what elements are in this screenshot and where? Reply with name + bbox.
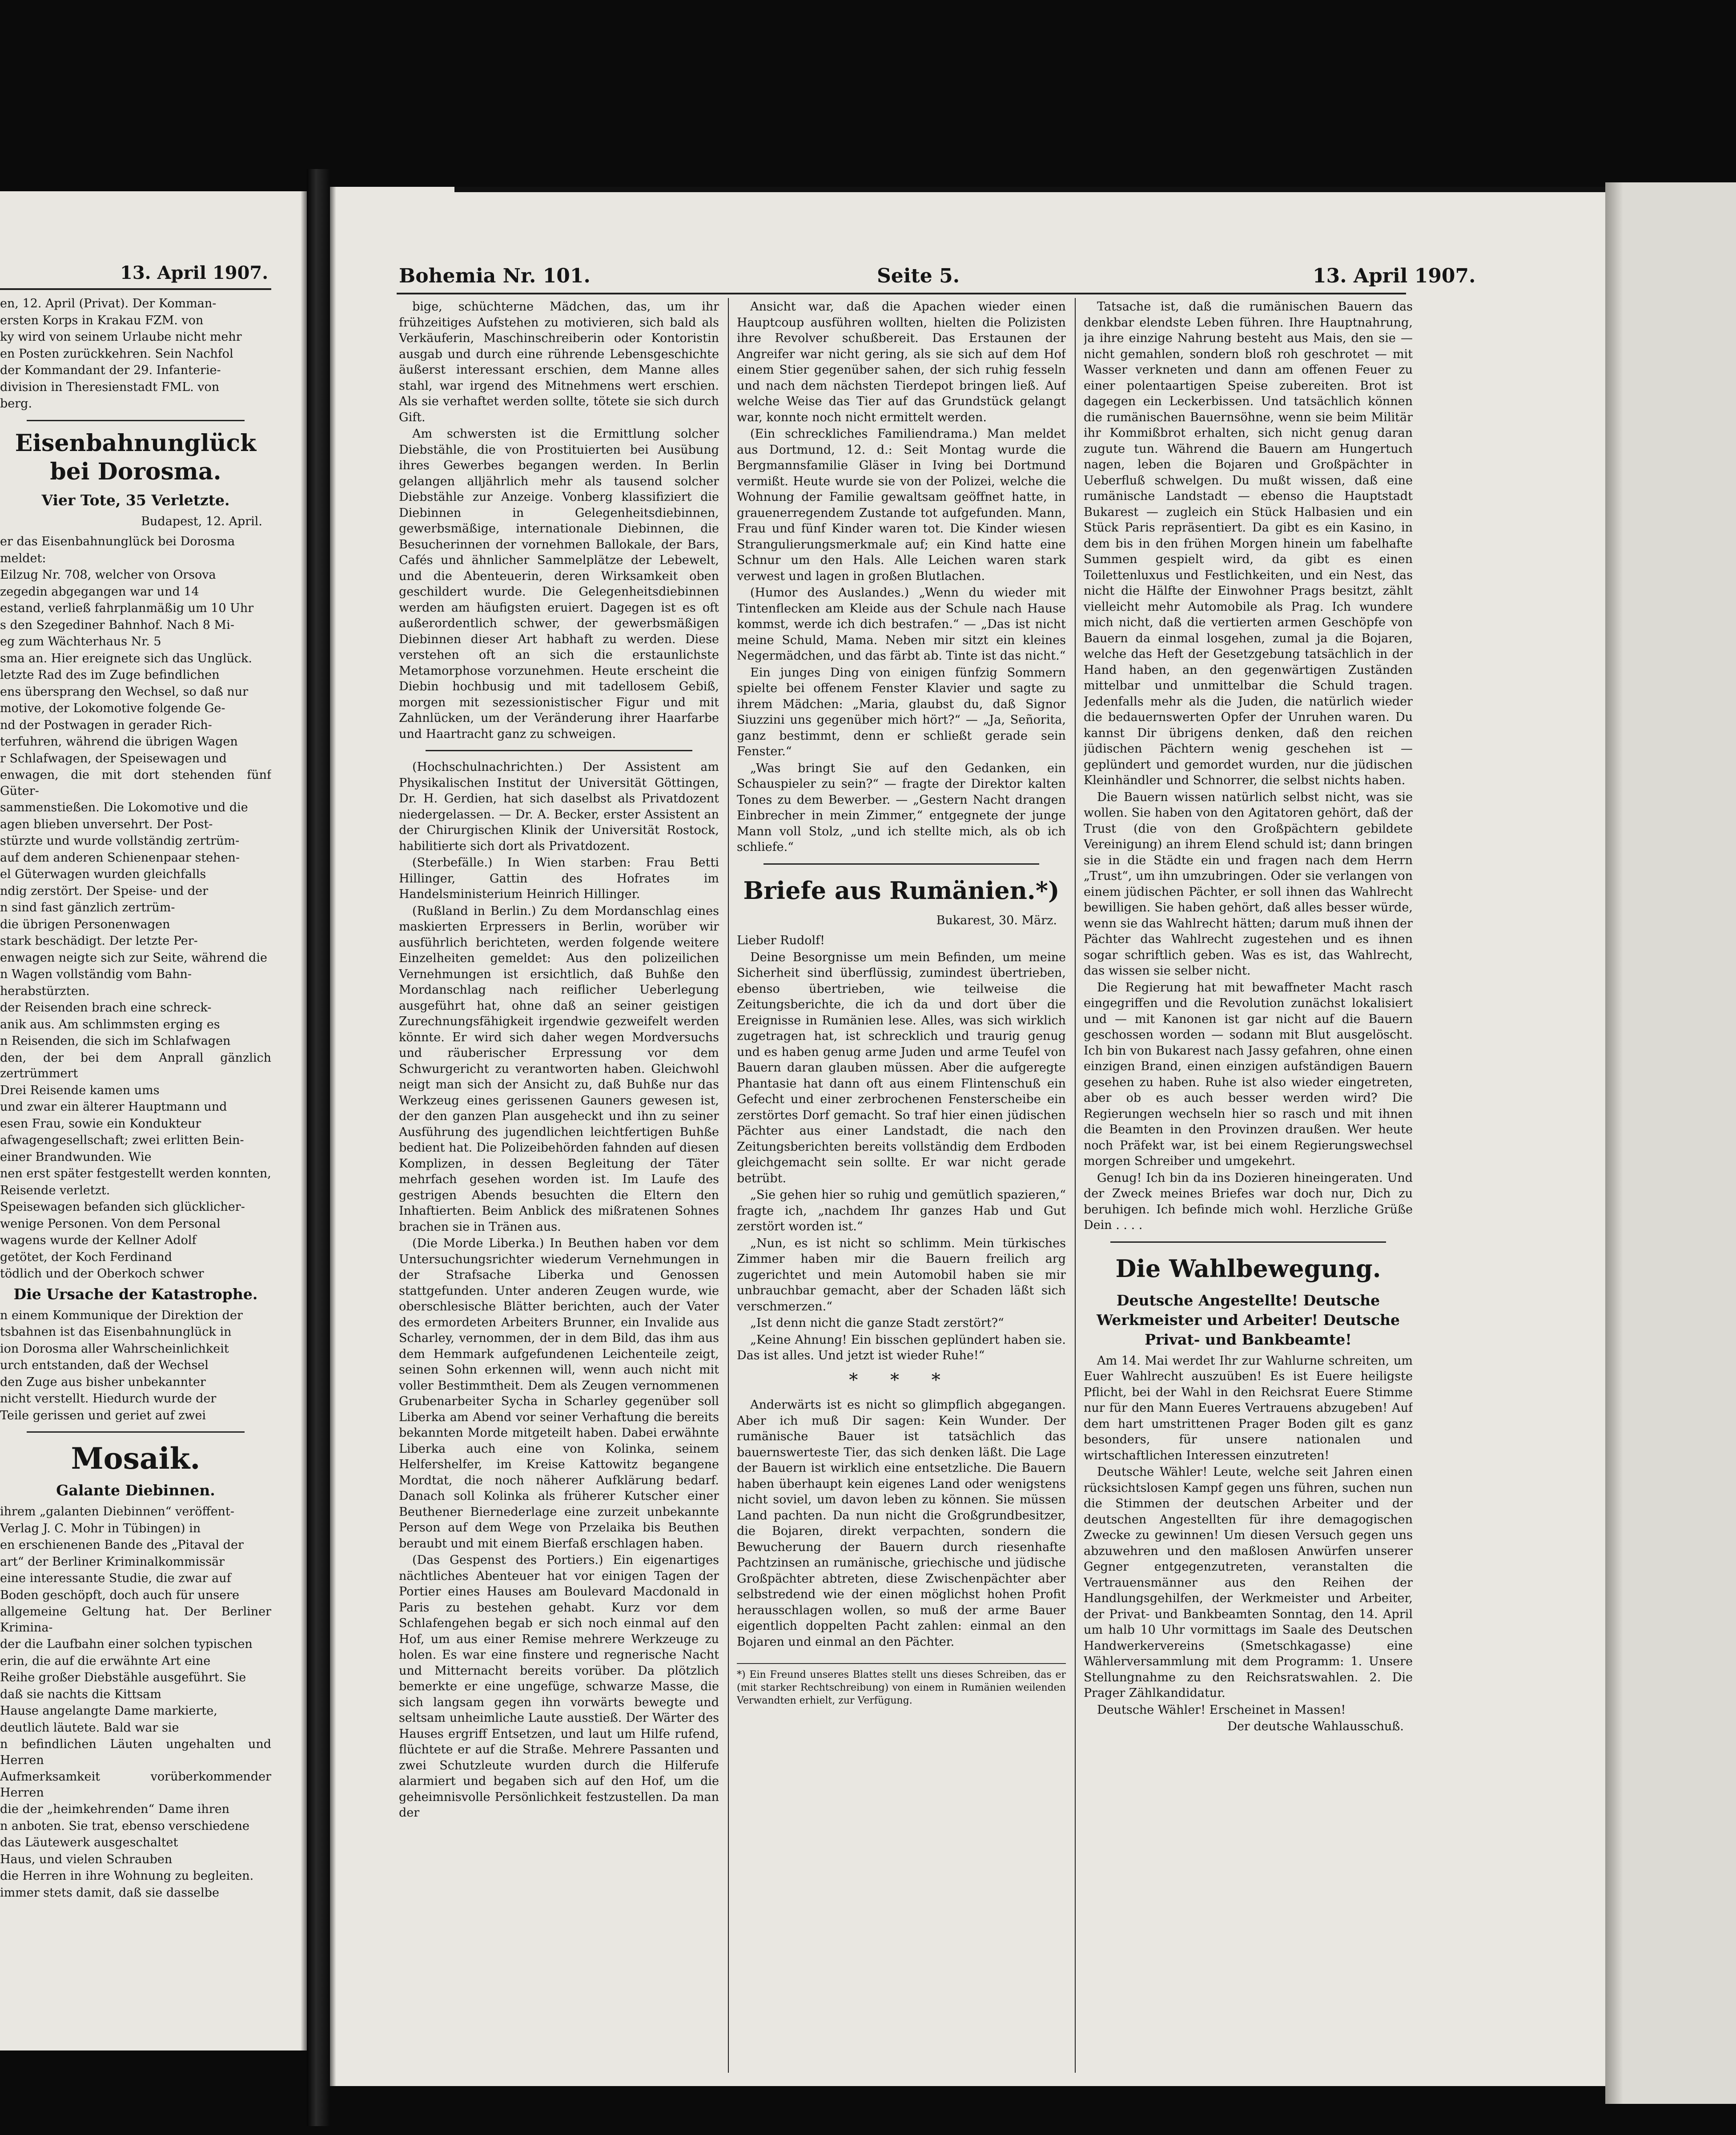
left-body1-line-23: stark beschädigt. Der letzte Per- [0, 934, 198, 948]
left-body3-line-8: erin, die auf die erwähnte Art eine [0, 1654, 211, 1668]
left-body1-line-42: tödlich und der Oberkoch schwer [0, 1267, 204, 1281]
left-body1-line-11: nd der Postwagen in gerader Rich- [0, 718, 212, 732]
page-fold [307, 169, 330, 2126]
masthead-rule [397, 293, 1406, 294]
left-body1-line-29: n Reisenden, die sich im Schlafwagen [0, 1034, 231, 1048]
left-body1-line-15: sammenstießen. Die Lokomotive und die [0, 801, 248, 814]
left-top-line-5: division in Theresienstadt FML. von [0, 380, 220, 394]
left-top-line-2: ky wird von seinem Urlaube nicht mehr [0, 330, 242, 344]
left-top-line-1: ersten Korps in Krakau FZM. von [0, 313, 204, 327]
col1-paragraph-5: (Die Morde Liberka.) In Beuthen haben vor dem Untersuchungsrichter wiederum Vernehmungen in der Strafsache Liberka und Genossen stattgefunden. Unter anderen Zeugen wurde, wie oberschlesische Blätter berichten, auch der Vater des ermordeten Arbeiters Brunner, ein Invalide aus Scharley, vernommen, der in dem Bild, das ihm aus dem Hemmark aufgefundenen Leichenteile zeigt, seinen Sohn erkennen will, wenn auch nicht mit voller Bestimmtheit. Dem als Zeugen vernommenen Grubenarbeiter Sycha in Scharley gegenüber soll Liberka am Abend vor seiner Verhaftung die bereits bekannten Morde mitgeteilt haben. Dabei erwähnte Liberka auch eine von Kolinka, seinem Helfershelfer, im Kreise Kattowitz begangene Mordtat, die noch näherer Aufklärung bedarf. Danach soll Kolinka als früherer Kutscher einer Beuthener Biernederlage eine zurzeit unbekannte Person auf dem Wege von Przelaika bis Beuthen beraubt und mit einem Bierfaß erschlagen haben. [399, 1237, 719, 1551]
col2-paragraph-4: „Was bringt Sie auf den Gedanken, ein Schauspieler zu sein?“ — fragte der Direktor kalten Tones zu dem Bewerber. — „Gestern Nacht drangen Einbrecher in mein Zimmer,“ entgegnete der junge Mann voll Stolz, „und ich stellte mich, als ob ich schliefe.“ [737, 761, 1066, 854]
left-body1-line-17: stürzte und wurde vollständig zertrüm- [0, 834, 240, 848]
main-page [330, 187, 1686, 2086]
column-3 [1084, 299, 1413, 2074]
left-body1-line-33: esen Frau, sowie ein Kondukteur [0, 1116, 201, 1131]
left-body3-line-1: Verlag J. C. Mohr in Tübingen) in [0, 1521, 201, 1535]
left-body1-line-13: r Schlafwagen, der Speisewagen und [0, 751, 227, 765]
briefe-paragraph-2: „Nun, es ist nicht so schlimm. Mein türkisches Zimmer haben mir die Bauern freilich arg zugerichtet und mein Automobil haben sie mir unbrauchbar gemacht, aber der Schaden läßt sich verschmerzen.“ [737, 1236, 1066, 1313]
left-body3-line-6: allgemeine Geltung hat. Der Berliner Krimina- [0, 1605, 271, 1635]
briefe-salutation: Lieber Rudolf! [737, 934, 825, 947]
left-body-diebinnen [0, 1504, 271, 1901]
wahl-subheading: Deutsche Angestellte! Deutsche Werkmeister und Arbeiter! Deutsche Privat- und Bankbeamte! [1096, 1291, 1400, 1348]
left-body3-line-12: deutlich läutete. Bald war sie [0, 1720, 179, 1735]
left-body3-line-10: daß sie nachts die Kittsam [0, 1687, 161, 1701]
col3-paragraph-2: Die Regierung hat mit bewaffneter Macht rasch eingegriffen und die Revolution zunächst lokalisiert und — mit Kanonen ist gar nicht auf die Bauern geschossen worden — sodann mit Blut ausgelöscht. Ich bin von Bukarest nach Jassy gefahren, ohne einen einzigen Brand, einen einzigen aufständigen Bauern gesehen zu haben. Ruhe ist also wieder eingetreten, aber ob es auch besser werden wird? Die Regierungen wechseln hier so rasch und mit ihnen die Beamten in den Provinzen draußen. Wer heute noch Präfekt war, ist bei einem Regierungswechsel morgen Schreiber und umgekehrt. [1084, 980, 1413, 1168]
left-body1-line-24: enwagen neigte sich zur Seite, während die [0, 951, 267, 965]
briefe-stars: * * * [849, 1370, 954, 1390]
left-body1-line-27: der Reisenden brach eine schreck- [0, 1001, 212, 1015]
col2-paragraph-1: (Ein schreckliches Familiendrama.) Man meldet aus Dortmund, 12. d.: Seit Montag wurde die Bergmannsfamilie Gläser in Iving bei Dortmund vermißt. Heute wurde sie von der Polizei, welche die Wohnung der Familie gewaltsam geöffnet hatte, in grauenerregendem Zustande tot aufgefunden. Mann, Frau und fünf Kinder waren tot. Die Kinder wiesen Strangulierungsmerkmale auf; ein Kind hatte eine Schnur um den Hals. Alle Leichen waren stark verwest und lagen in großen Blutlachen. [737, 427, 1066, 583]
left-body3-line-9: Reihe großer Diebstähle ausgeführt. Sie [0, 1671, 246, 1684]
heading-wahlbewegung: Die Wahlbewegung. [1115, 1254, 1381, 1283]
left-body1-line-9: ens übersprang den Wechsel, so daß nur [0, 685, 249, 699]
left-heading-railway: Eisenbahnunglück bei Dorosma. [15, 429, 257, 485]
left-page-shadow [301, 191, 307, 2050]
col2-paragraph-2: (Humor des Auslandes.) „Wenn du wieder mit Tintenflecken am Kleide aus der Schule nach Hause kommst, werde ich dich bestrafen.“ — „Das ist nicht meine Schuld, Mama. Neben mir sitzt ein kleines Negermädchen, und das färbt ab. Tinte ist das nicht.“ [737, 586, 1066, 663]
col2-separator [764, 863, 1039, 865]
left-body1-line-10: motive, der Lokomotive folgende Ge- [0, 701, 225, 715]
left-subheading-casualties: Vier Tote, 35 Verletzte. [41, 491, 230, 509]
main-page-shadow [330, 187, 336, 2086]
col1-paragraph-0: bige, schüchterne Mädchen, das, um ihr frühzeitiges Aufstehen zu motivieren, sich bald als Verkäuferin, Maschinschreiberin oder Kontoristin ausgab und durch eine rührende Lebensgeschichte äußerst interessant erschien, dem Manne alles stahl, war irgend des Mitnehmens wert erschien. Als sie verhaftet werden sollte, tötete sie sich durch Gift. [399, 300, 719, 424]
wahl-paragraph-0: Am 14. Mai werdet Ihr zur Wahlurne schreiten, um Euer Wahlrecht auszuüben! Es ist Euere heiligste Pflicht, bei der Wahl in den Reichsrat Euere Stimme nur für den Mann Eueres Vertrauens abzugeben! Auf dem hart umstrittenen Prager Boden gilt es ganz besonders, für unsere nationalen und wirtschaftlichen Interessen einzutreten! [1084, 1354, 1413, 1462]
briefe-paragraph-0: Deine Besorgnisse um mein Befinden, um meine Sicherheit sind überflüssig, zumindest übertrieben, ebenso übertrieben, wie teilweise die Zeitungsberichte, die ich da und dort über die Ereignisse in Rumänien lese. Alles, was sich wirklich zugetragen hat, ist schrecklich und traurig genug und es haben genug arme Juden und arme Teufel von Bauern daran glauben müssen. Aber die aufgeregte Phantasie hat dann oft aus einem Flintenschuß ein Gefecht und einer zerbrochenen Fensterscheibe ein zerstörtes Dorf gemacht. So traf hier einen jüdischen Pächter aus einer Landstadt, die nach den Zeitungsberichten bereits vollständig dem Erdboden gleichgemacht sein sollte. Er war nicht gerade betrübt. [737, 950, 1066, 1185]
left-body1-line-31: Drei Reisende kamen ums [0, 1083, 160, 1097]
left-body1-line-25: n Wagen vollständig vom Bahn- [0, 967, 192, 981]
left-body1-line-0: er das Eisenbahnunglück bei Dorosma [0, 535, 235, 548]
left-heading-mosaik: Mosaik. [71, 1441, 201, 1476]
left-body3-line-0: ihrem „galanten Diebinnen“ veröffent- [0, 1505, 235, 1519]
left-separator-2 [27, 1431, 245, 1433]
left-body1-line-34: afwagengesellschaft; zwei erlitten Bein- [0, 1133, 244, 1147]
left-body1-line-30: den, der bei dem Anprall gänzlich zertrümmert [0, 1051, 271, 1080]
masthead-left: Bohemia Nr. 101. [399, 265, 591, 287]
left-page [0, 191, 307, 2050]
left-top-line-4: der Kommandant der 29. Infanterie- [0, 363, 221, 377]
left-top-lines [0, 296, 271, 412]
col3-separator [1110, 1241, 1386, 1243]
left-body1-line-39: wenige Personen. Von dem Personal [0, 1217, 221, 1231]
wahl-paragraph-1: Deutsche Wähler! Leute, welche seit Jahren einen rücksichtslosen Kampf gegen uns führen, suchen nun die Stimmen der deutschen Arbeiter und der deutschen Angestellten für ihre demagogischen Zwecke zu gewinnen! Um diesen Versuch gegen uns abzuwehren und den maßlosen Anwürfen unserer Gegner entgegenzutreten, veranstalten die Vertrauensmänner aus den Reihen der Handlungsgehilfen, der Werkmeister und Arbeiter, der Privat- und Bankbeamten Sonntag, den 14. April um halb 10 Uhr vormittags im Saale des Deutschen Handwerkervereins (Smetschkagasse) eine Wählerversammlung mit dem Programm: 1. Unsere Stellungnahme zu den Reichsratswahlen. 2. Die Prager Zählkandidatur. [1084, 1465, 1413, 1700]
left-body2-line-5: nicht verstellt. Hiedurch wurde der [0, 1392, 217, 1406]
col1-paragraph-6: (Das Gespenst des Portiers.) Ein eigenartiges nächtliches Abenteuer hat vor einigen Tagen der Portier eines Hauses am Boulevard Macdonald in Paris zu bestehen gehabt. Kurz vor dem Schlafengehen begab er sich noch einmal auf den Hof, um aus einer Remise mehrere Werkzeuge zu holen. Es war eine finstere und regnerische Nacht und Mitternacht bereits vorüber. Da plötzlich bemerkte er eine ungefüge, schwarze Masse, die sich langsam gegen ihn vorwärts bewegte und seltsam unheimliche Laute ausstieß. Der Wärter des Hauses ergriff Entsetzen, und laut um Hilfe rufend, flüchtete er auf die Straße. Mehrere Passanten und zwei Schutzleute wurden durch die Hilferufe alarmiert und begaben sich auf den Hof, um die geheimnisvolle Persönlichkeit festzustellen. Da man der [399, 1553, 719, 1820]
left-body1-line-37: Reisende verletzt. [0, 1183, 110, 1197]
left-body3-line-5: Boden geschöpft, doch auch für unsere [0, 1588, 240, 1602]
left-body3-line-19: die Herren in ihre Wohnung zu begleiten. [0, 1869, 254, 1883]
left-body3-line-13: n befindlichen Läuten ungehalten und Herren [0, 1737, 271, 1767]
left-body3-line-2: en erschienenen Bande des „Pitaval der [0, 1538, 244, 1552]
right-page-edge [1605, 182, 1736, 2104]
top-black-edge [454, 187, 1686, 192]
left-header-rule [0, 288, 271, 290]
left-body1-line-22: die übrigen Personenwagen [0, 917, 170, 931]
left-body1-line-6: eg zum Wächterhaus Nr. 5 [0, 635, 161, 649]
briefe-paragraph-1: „Sie gehen hier so ruhig und gemütlich spazieren,“ fragte ich, „nachdem Ihr ganzes Hab und Gut zerstört worden ist.“ [737, 1188, 1066, 1233]
left-body1-line-2: Eilzug Nr. 708, welcher von Orsova [0, 568, 216, 582]
left-body2-line-3: urch entstanden, daß der Wechsel [0, 1358, 209, 1372]
left-body1-line-36: nen erst später festgestellt werden konnten, [0, 1167, 271, 1180]
left-body1-line-16: agen blieben unversehrt. Der Post- [0, 817, 213, 831]
left-body1-line-3: zegedin abgegangen war und 14 [0, 584, 199, 599]
col3-paragraph-1: Die Bauern wissen natürlich selbst nicht, was sie wollen. Sie haben von den Agitatoren gehört, daß der Trust (die von den Großpächtern gebildete Vereinigung) an ihrem Elend schuld ist; dann bringen sie in die Städte ein und fragen nach dem Herrn „Trust“, um ihn umzubringen. Oder sie verlangen von einem jüdischen Pächter, er soll ihnen das Wahlrecht bewilligen. Sie haben gehört, daß alles besser würde, wenn sie das Wahlrecht hätten; darum muß ihnen der Pächter das Wahlrecht zugestehen und es ihnen sogar schriftlich geben. Was es ist, das Wahlrecht, das wissen sie selber nicht. [1084, 790, 1413, 978]
col3-paragraph-3: Genug! Ich bin da ins Dozieren hineingeraten. Und der Zweck meines Briefes war doch nur, Dich zu beruhigen. Ich befinde mich wohl. Herzliche Grüße Dein . . . . [1084, 1171, 1413, 1232]
col3-paragraph-0: Tatsache ist, daß die rumänischen Bauern das denkbar elendste Leben führen. Ihre Hauptnahrung, ja ihre einzige Nahrung besteht aus Mais, den sie — nicht gemahlen, sondern bloß roh geschrotet — mit Wasser verkneten und dann am offenen Feuer zu einer polentaartigen Speise zubereiten. Brot ist dagegen ein Leckerbissen. Und tatsächlich können die rumänischen Bauernsöhne, wenn sie beim Militär ihr Kommißbrot erhalten, sich nicht genug daran zugute tun. Während die Bauern am Hungertuch nagen, leben die Bojaren und Großpächter in Ueberfluß schwelgen. Du mußt wissen, daß eine rumänische Landstadt — ebenso die Hauptstadt Bukarest — zugleich ein Stück Halbasien und ein Stück Paris repräsentiert. Da gibt es ein Kasino, in dem bis in den frühen Morgen hinein um fabelhafte Summen gespielt wird, da gibt es einen Toilettenluxus und Festlichkeiten, und ein Nest, das nicht die Hälfte der Einwohner Prags besitzt, zählt vielleicht mehr Automobile als Prag. Ich wundere mich nicht, daß die vertierten armen Geschöpfe von Bauern da einmal losgehen, zumal ja die Bojaren, welche das Heft der Gesetzgebung tatsächlich in der Hand haben, an den gegenwärtigen Zuständen mittelbar und unmittelbar die Schuld tragen. Jedenfalls mehr als die Juden, die natürlich wieder die bedauernswerten Opfer der Unruhen waren. Du kannst Dir übrigens denken, daß den reichen jüdischen Pächtern wenig geschehen ist — geplündert und gemordet wurden, nur die jüdischen Kleinhändler und Schnorrer, die selbst nichts haben. [1084, 300, 1413, 787]
left-subheading-cause: Die Ursache der Katastrophe. [13, 1285, 258, 1303]
left-body1-line-21: n sind fast gänzlich zertrüm- [0, 901, 175, 914]
left-body1-line-28: anik aus. Am schlimmsten erging es [0, 1017, 220, 1031]
left-body3-line-4: eine interessante Studie, die zwar auf [0, 1571, 231, 1585]
left-body1-line-14: enwagen, die mit dort stehenden fünf Güter- [0, 768, 271, 798]
left-body3-line-16: n anboten. Sie trat, ebenso verschiedene [0, 1819, 250, 1833]
left-dateline: Budapest, 12. April. [141, 514, 262, 528]
col1-paragraph-3: (Sterbefälle.) In Wien starben: Frau Betti Hillinger, Gattin des Hofrates im Handelsministerium Heinrich Hillinger. [399, 856, 719, 901]
left-body1-line-1: meldet: [0, 551, 46, 565]
left-body3-line-20: immer stets damit, daß sie dasselbe [0, 1885, 219, 1900]
col1-separator [426, 750, 692, 751]
left-column [0, 296, 271, 2050]
briefe-paragraph-4: „Keine Ahnung! Ein bisschen geplündert haben sie. Das ist alles. Und jetzt ist wieder Ruhe!“ [737, 1333, 1066, 1362]
column-1 [399, 299, 719, 2074]
left-body1-line-4: estand, verließ fahrplanmäßig um 10 Uhr [0, 601, 254, 615]
left-body3-line-11: Hause angelangte Dame markierte, [0, 1704, 217, 1718]
left-body-railway [0, 534, 271, 1282]
left-body1-line-20: ndig zerstört. Der Speise- und der [0, 884, 209, 898]
masthead-date: 13. April 1907. [1313, 265, 1476, 287]
left-page-date: 13. April 1907. [120, 262, 269, 283]
left-body1-line-7: sma an. Hier ereignete sich das Unglück. [0, 651, 252, 665]
col2-paragraph-0: Ansicht war, daß die Apachen wieder einen Hauptcoup ausführen wollten, hielten die Polizisten ihre Revolver schußbereit. Das Erstaunen der Angreifer war nicht gering, als sie sich auf dem Hof einem Stier gegenüber sahen, der sich ruhig fesseln und nach dem nächsten Tierdepot bringen ließ. Auf welche Weise das Tier auf das Grundstück gelangt war, konnte noch nicht ermittelt werden. [737, 300, 1066, 424]
column-2 [737, 299, 1066, 2074]
left-body1-line-38: Speisewagen befanden sich glücklicher- [0, 1200, 245, 1214]
heading-briefe: Briefe aus Rumänien.*) [743, 876, 1060, 905]
left-body3-line-3: art“ der Berliner Kriminalkommissär [0, 1555, 225, 1569]
left-top-line-6: berg. [0, 397, 32, 411]
left-body1-line-26: herabstürzten. [0, 984, 90, 998]
left-body2-line-2: ion Dorosma aller Wahrscheinlichkeit [0, 1341, 229, 1356]
col1-paragraph-1: Am schwersten ist die Ermittlung solcher Diebstähle, die von Prostituierten bei Ausübung ihres Gewerbes begangen werden. In Berlin gelangen alljährlich mehr als tausend solcher Diebstähle zur Anzeige. Vonberg klassifiziert die Diebinnen in Gelegenheitsdiebinnen, gewerbsmäßige, internationale Diebinnen, die Besucherinnen der vornehmen Ballokale, der Bars, Cafés und ähnlicher Sammelplätze der Lebewelt, und die Abenteuerin, deren Wirksamkeit oben geschildert wurde. Die Gelegenheitsdiebinnen werden am häufigsten eruiert. Dagegen ist es oft außerordentlich schwer, der gewerbsmäßigen Diebinnen dieser Art habhaft zu werden. Diese verstehen oft an sich die erstaunlichste Metamorphose vorzunehmen. Heute erscheint die Diebin hochbusig und mit tadellosem Gebiß, morgen mit sezessionistischer Figur und mit Zahnlücken, um der Veränderung ihrer Haarfarbe und Haartracht ganz zu schweigen. [399, 427, 719, 741]
column-rule-1 [728, 298, 729, 2073]
col2-paragraph-3: Ein junges Ding von einigen fünfzig Sommern spielte bei offenem Fenster Klavier und sagte zu ihrem Mädchen: „Maria, glaubst du, daß Signor Siuzzini uns gegenüber mich hört?“ — „Ja, Señorita, ganz bestimmt, denn er schließt gerade sein Fenster.“ [737, 665, 1066, 758]
wahl-paragraph-2: Deutsche Wähler! Erscheinet in Massen! [1097, 1703, 1346, 1717]
left-body3-line-18: Haus, und vielen Schrauben [0, 1852, 173, 1866]
left-body2-line-1: tsbahnen ist das Eisenbahnunglück in [0, 1325, 232, 1339]
right-edge-shadow [1605, 182, 1623, 2104]
left-body3-line-15: die der „heimkehrenden“ Dame ihren [0, 1802, 230, 1816]
masthead-page-number: Seite 5. [877, 265, 960, 287]
left-body3-line-14: Aufmerksamkeit vorüberkommender Herren [0, 1770, 271, 1800]
left-top-line-0: en, 12. April (Privat). Der Komman- [0, 297, 217, 310]
left-body3-line-7: der die Laufbahn einer solchen typischen [0, 1637, 253, 1651]
left-body1-line-19: el Güterwagen wurden gleichfalls [0, 867, 206, 881]
left-body2-line-4: den Zuge aus bisher unbekannter [0, 1375, 206, 1389]
briefe-paragraph-3: „Ist denn nicht die ganze Stadt zerstört?“ [750, 1316, 1004, 1330]
left-body2-line-0: n einem Kommunique der Direktion der [0, 1308, 243, 1322]
left-body1-line-41: getötet, der Koch Ferdinand [0, 1250, 172, 1264]
left-body1-line-12: terfuhren, während die übrigen Wagen [0, 735, 238, 749]
left-body2-line-6: Teile gerissen und geriet auf zwei [0, 1408, 206, 1422]
briefe-footnote: *) Ein Freund unseres Blattes stellt uns dieses Schreiben, das er (mit starker Rechtschreibung) von einem in Rumänien weilenden Verwandten erhielt, zur Verfügung. [737, 1663, 1066, 1707]
briefe-dateline: Bukarest, 30. März. [936, 913, 1057, 927]
left-top-line-3: en Posten zurückkehren. Sein Nachfol [0, 346, 233, 361]
left-body3-line-17: das Läutewerk ausgeschaltet [0, 1836, 178, 1849]
col1-paragraph-2: (Hochschulnachrichten.) Der Assistent am Physikalischen Institut der Universität Göttingen, Dr. H. Gerdien, hat sich daselbst als Privatdozent niedergelassen. — Dr. A. Becker, erster Assistent an der Chirurgischen Klinik der Universität Rostock, habilitierte sich dort als Privatdozent. [399, 760, 719, 853]
left-body-cause [0, 1308, 271, 1424]
left-body1-line-35: einer Brandwunden. Wie [0, 1150, 152, 1164]
left-subheading-diebinnen: Galante Diebinnen. [56, 1482, 215, 1499]
left-body1-line-18: auf dem anderen Schienenpaar stehen- [0, 850, 240, 865]
left-body1-line-40: wagens wurde der Kellner Adolf [0, 1233, 197, 1247]
wahl-signature: Der deutsche Wahlausschuß. [1227, 1720, 1404, 1733]
column-rule-2 [1075, 298, 1076, 2073]
left-body1-line-32: und zwar ein älterer Hauptmann und [0, 1100, 227, 1114]
left-separator [27, 420, 245, 421]
left-body1-line-5: s den Szegediner Bahnhof. Nach 8 Mi- [0, 618, 234, 632]
briefe2-paragraph-0: Anderwärts ist es nicht so glimpflich abgegangen. Aber ich muß Dir sagen: Kein Wunder. Der rumänische Bauer ist tatsächlich das bauernswerteste Tier, das sich denken läßt. Die Lage der Bauern ist wirklich eine entsetzliche. Die Bauern haben überhaupt kein eigenes Land oder wenigstens nicht soviel, um davon leben zu können. Sie müssen Land pachten. Da nun nicht die Großgrundbesitzer, die Bojaren, direkt verpachten, sondern die Bewucherung der Bauern durch riesenhafte Pachtzinsen an rumänische, griechische und jüdische Großpächter abtreten, diese Zwischenpächter aber selbstredend wie der einen möglichst hohen Profit herausschlagen wollen, so muß der arme Bauer eigentlich doppelten Pacht zahlen: einmal an den Bojaren und einmal an den Pächter. [737, 1398, 1066, 1649]
left-body1-line-8: letzte Rad des im Zuge befindlichen [0, 668, 220, 682]
col1-paragraph-4: (Rußland in Berlin.) Zu dem Mordanschlag eines maskierten Erpressers in Berlin, worüber wir ausführlich berichteten, werden folgende weitere Einzelheiten gemeldet: Aus den polizeilichen Vernehmungen ist ersichtlich, daß Buhße den Mordanschlag nach reiflicher Ueberlegung ausgeführt hat, ohne daß an seiner geistigen Zurechnungsfähigkeit irgendwie gezweifelt werden könnte. Er wird sich daher wegen Mordversuchs und räuberischer Erpressung vor dem Schwurgericht zu verantworten haben. Gleichwohl neigt man sich der Ansicht zu, daß Buhße nur das Werkzeug eines gerissenen Gauners gewesen ist, der den ganzen Plan ausgeheckt und ihn zu seiner Ausführung des jugendlichen leichtfertigen Buhße bedient hat. Die Polizeibehörden fahnden auf diesen Komplizen, in dessen Begleitung der Täter mehrfach gesehen worden ist. Im Laufe des gestrigen Abends besuchten die Eltern den Inhaftierten. Beim Anblick des mißratenen Sohnes brachen sie in Tränen aus. [399, 904, 719, 1234]
